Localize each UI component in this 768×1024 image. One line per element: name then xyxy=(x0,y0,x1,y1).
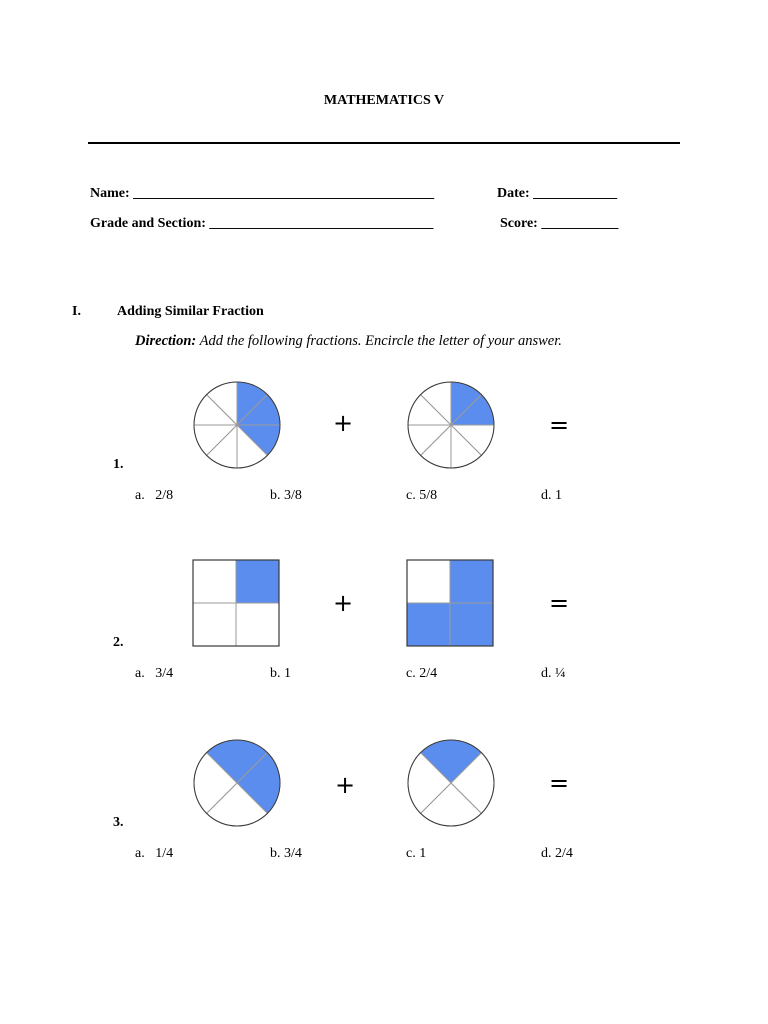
plus-sign: + xyxy=(333,589,354,617)
item-1-figure-2 xyxy=(406,380,496,470)
shaded-cell xyxy=(450,603,493,646)
choice-c[interactable]: c. 2/4 xyxy=(406,666,438,681)
section-number: I. xyxy=(72,304,81,319)
name-field[interactable]: Name: ___________________________________________ xyxy=(90,186,435,201)
grade-section-field[interactable]: Grade and Section: ________________________________ xyxy=(90,216,434,231)
shaded-cell xyxy=(236,560,279,603)
plus-sign: + xyxy=(335,771,356,799)
page-title: MATHEMATICS V xyxy=(323,93,445,108)
direction-text xyxy=(135,333,562,350)
choice-d[interactable]: d. 2/4 xyxy=(541,846,573,861)
item-2-figure-2 xyxy=(406,559,494,647)
choice-a[interactable]: a. 1/4 xyxy=(135,846,174,861)
empty-cell xyxy=(407,560,450,603)
choice-d[interactable]: d. 1 xyxy=(541,488,562,503)
choice-a[interactable]: a. 3/4 xyxy=(135,666,174,681)
choice-b[interactable]: b. 1 xyxy=(270,666,291,681)
empty-cell xyxy=(193,560,236,603)
choice-c[interactable]: c. 1 xyxy=(406,846,427,861)
score-field[interactable]: Score: ___________ xyxy=(500,216,619,231)
header-divider xyxy=(88,142,680,144)
equals-sign: = xyxy=(549,589,570,617)
item-number: 2. xyxy=(113,635,124,650)
item-3-figure-2 xyxy=(406,738,496,828)
choice-b[interactable]: b. 3/8 xyxy=(270,488,302,503)
choice-b[interactable]: b. 3/4 xyxy=(270,846,302,861)
date-field[interactable]: Date: ____________ xyxy=(497,186,618,201)
choice-d[interactable]: d. ¼ xyxy=(541,666,566,681)
item-number: 3. xyxy=(113,815,124,830)
section-title: Adding Similar Fraction xyxy=(117,304,264,319)
shaded-cell xyxy=(450,560,493,603)
empty-cell xyxy=(193,603,236,646)
equals-sign: = xyxy=(549,769,570,797)
shaded-cell xyxy=(407,603,450,646)
item-1-figure-1 xyxy=(192,380,282,470)
plus-sign: + xyxy=(333,409,354,437)
empty-cell xyxy=(236,603,279,646)
equals-sign: = xyxy=(549,411,570,439)
direction-instruction: Add the following fractions. Encircle the letter of your answer. xyxy=(196,333,562,349)
choice-a[interactable]: a. 2/8 xyxy=(135,488,174,503)
choice-c[interactable]: c. 5/8 xyxy=(406,488,438,503)
item-number: 1. xyxy=(113,457,124,472)
direction-label: Direction: xyxy=(135,333,197,349)
item-3-figure-1 xyxy=(192,738,282,828)
item-2-figure-1 xyxy=(192,559,280,647)
